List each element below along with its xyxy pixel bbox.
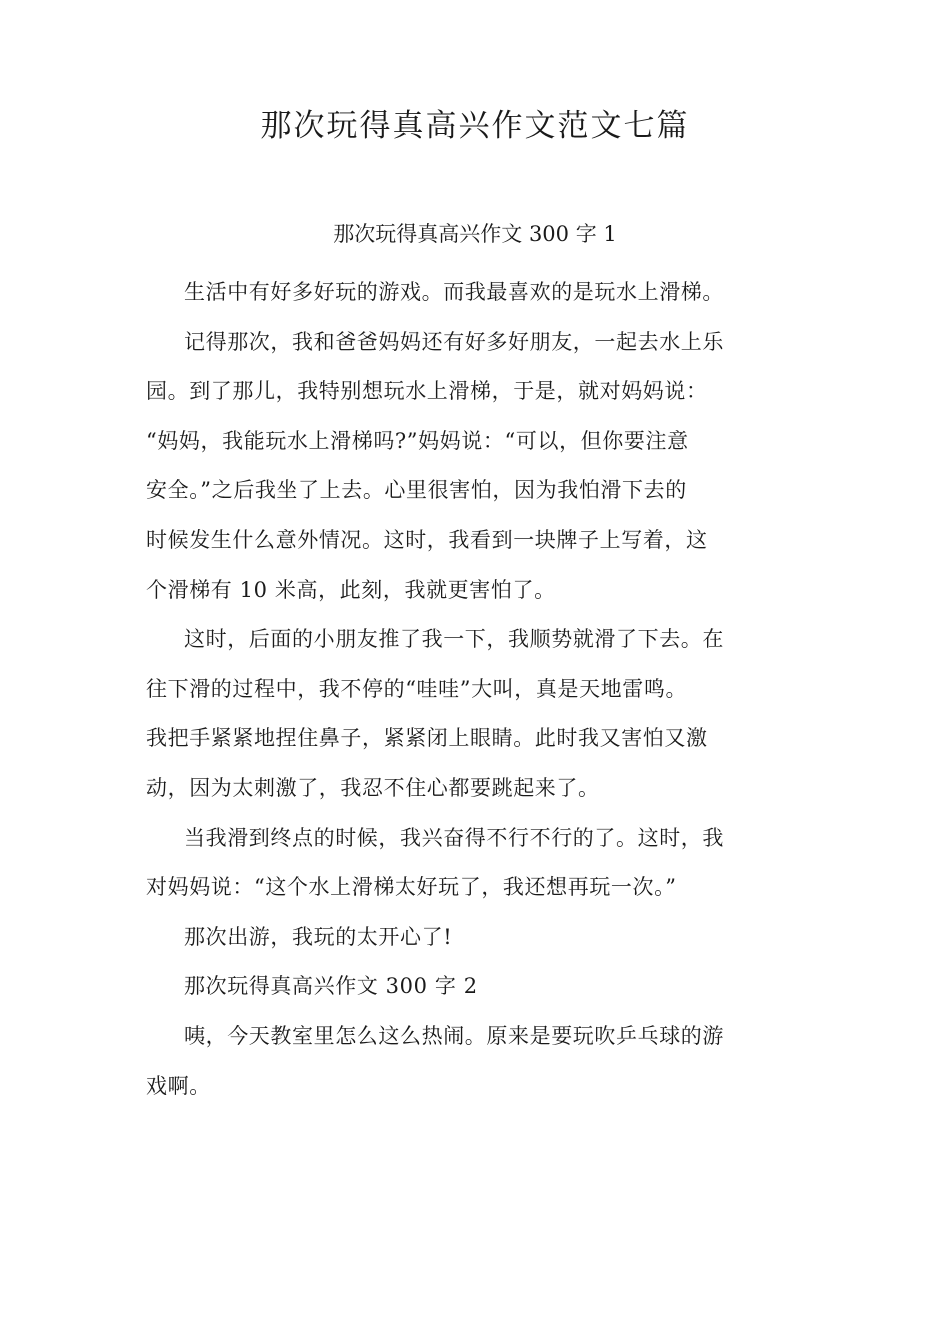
text-line: 个滑梯有 10 米高，此刻，我就更害怕了。 — [146, 577, 556, 602]
text-line: 安全。”之后我坐了上去。心里很害怕，因为我怕滑下去的 — [146, 478, 687, 503]
text-line: 当我滑到终点的时候，我兴奋得不行不行的了。这时，我 — [184, 825, 724, 850]
text-line: “妈妈，我能玩水上滑梯吗?”妈妈说：“可以，但你要注意 — [146, 428, 689, 453]
essay-body — [146, 268, 786, 1111]
text-line: 动，因为太刺激了，我忍不住心都要跳起来了。 — [146, 775, 600, 800]
text-line: 往下滑的过程中，我不停的“哇哇”大叫，真是天地雷鸣。 — [146, 676, 688, 701]
text-line: 戏啊。 — [146, 1073, 211, 1098]
text-line: 这时，后面的小朋友推了我一下，我顺势就滑了下去。在 — [184, 627, 724, 652]
text-line: 那次出游，我玩的太开心了! — [184, 924, 453, 949]
text-line: 对妈妈说：“这个水上滑梯太好玩了，我还想再玩一次。” — [146, 875, 677, 900]
document-title: 那次玩得真高兴作文范文七篇 — [260, 108, 690, 144]
text-line: 那次玩得真高兴作文 300 字 2 — [184, 974, 478, 999]
text-line: 园。到了那儿，我特别想玩水上滑梯，于是，就对妈妈说： — [146, 379, 708, 404]
text-line: 生活中有好多好玩的游戏。而我最喜欢的是玩水上滑梯。 — [184, 280, 724, 304]
text-line: 记得那次，我和爸爸妈妈还有好多好朋友，一起去水上乐 — [184, 329, 724, 354]
text-line: 时候发生什么意外情况。这时，我看到一块牌子上写着，这 — [146, 527, 708, 552]
text-line: 我把手紧紧地捏住鼻子，紧紧闭上眼睛。此时我又害怕又激 — [146, 726, 708, 751]
essay-subtitle: 那次玩得真高兴作文 300 字 1 — [333, 222, 617, 246]
text-line: 咦，今天教室里怎么这么热闹。原来是要玩吹乒乓球的游 — [184, 1023, 724, 1048]
